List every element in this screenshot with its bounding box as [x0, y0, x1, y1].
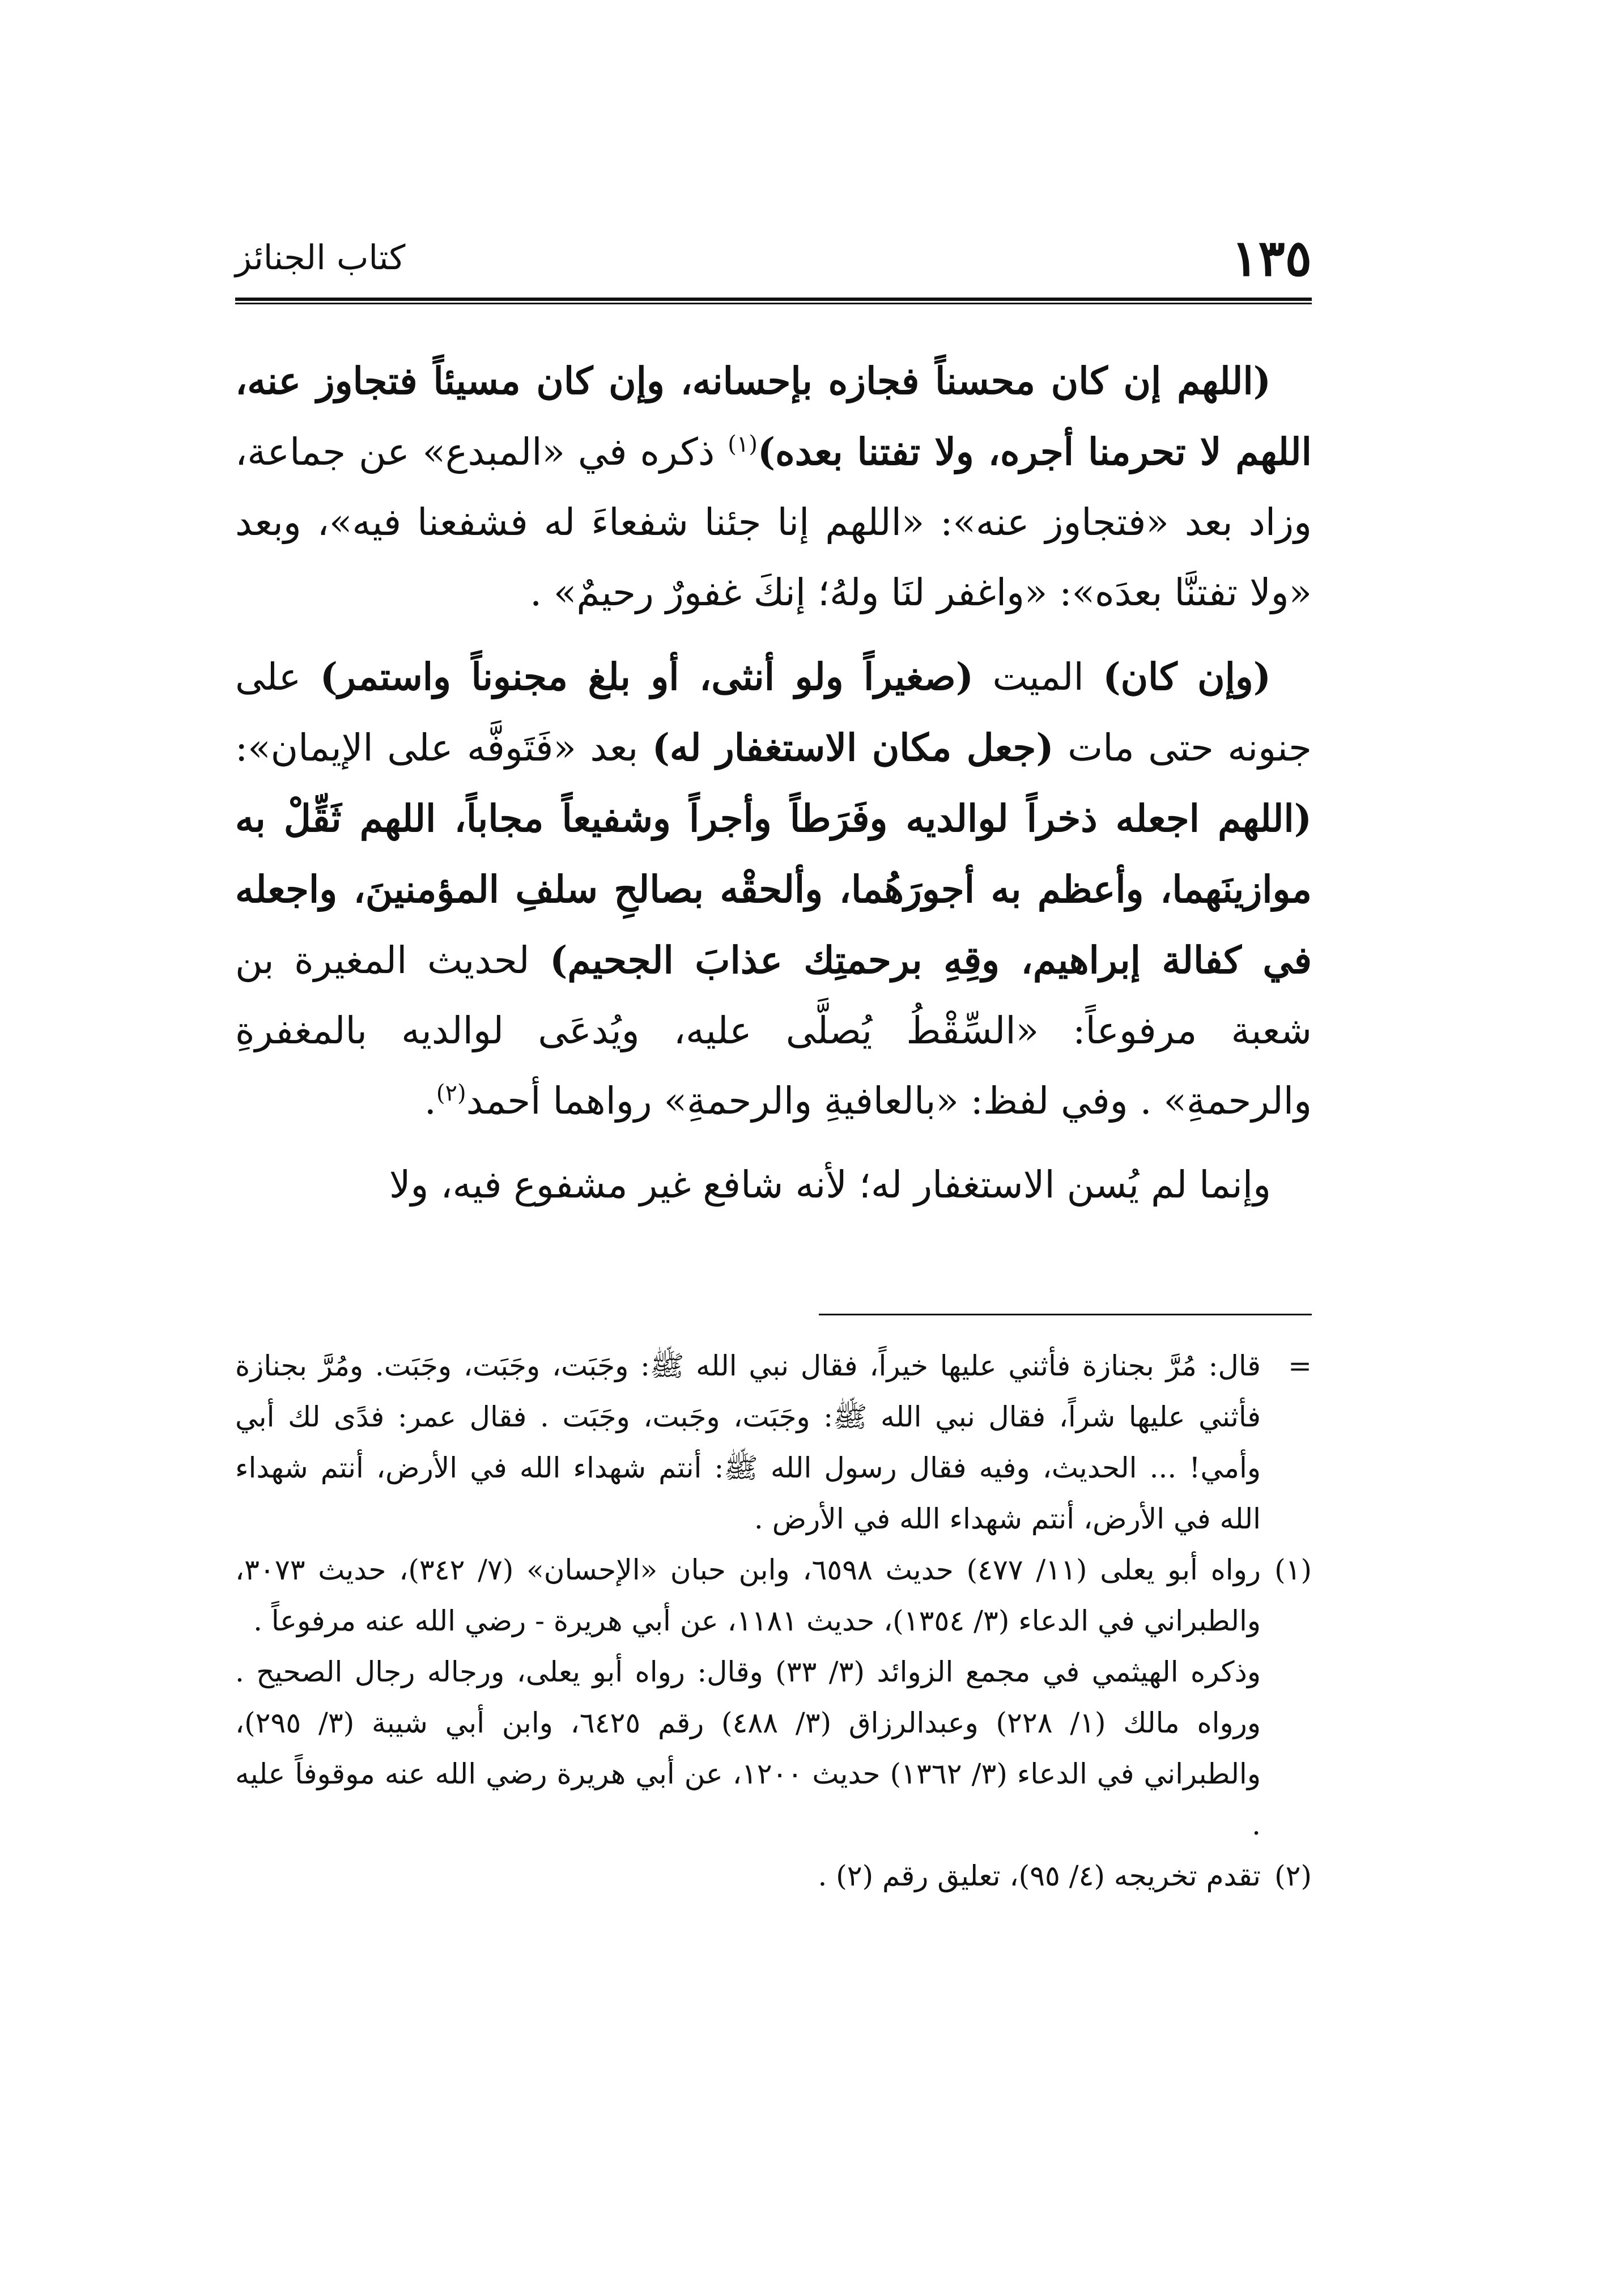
footnote-ref-1: (١) [728, 431, 758, 457]
footnote-text: تقدم تخريجه (٤/ ٩٥)، تعليق رقم (٢) . [818, 1859, 1261, 1892]
footnote-marker: = [1288, 1349, 1312, 1382]
footnote-marker: (١) [1274, 1553, 1312, 1586]
footnote-ref-2: (٢) [436, 1080, 466, 1106]
bold-text: (صغيراً ولو أنثى، أو بلغ مجنوناً واستمر) [320, 655, 973, 699]
footnote-continuation [235, 1340, 1312, 1544]
page-header [235, 227, 1312, 289]
footnotes [235, 1340, 1312, 1901]
footnote-1 [235, 1544, 1312, 1646]
bold-text: (اللهم إن كان محسناً فجازه بإحسانه، وإن كان مسيئاً فتجاوز عنه، اللهم لا تحرمنا أجره، ولا تفتنا بعده) [235, 359, 1312, 474]
footnote-rule [819, 1314, 1312, 1315]
bold-text: (اللهم اجعله ذخراً لوالديه وفَرَطاً وأجراً وشفيعاً مجاباً، اللهم ثَقِّلْ به موازينَهما، وأعظم به أجورَهُما، وألحقْه بصالحِ سلفِ المؤمنينَ، واجعله في كفالة إبراهيم، وقِهِ برحمتِك عذابَ الجحيم) [235, 796, 1312, 982]
paragraph-3: وإنما لم يُسن الاستغفار له؛ لأنه شافع غير مشفوع فيه، ولا [389, 1163, 1271, 1207]
footnote-text: قال: مُرَّ بجنازة فأثني عليها خيراً، فقال نبي الله ﷺ: وجَبَت، وجَبَت، وجَبَت. ومُرَّ بجنازة فأثني عليها شراً، فقال نبي الله ﷺ: وجَبَت، وجَبت، وجَبَت . فقال عمر: فدًى لك أبي وأمي! ... الحديث، وفيه فقال رسول الله ﷺ: أنتم شهداء الله في الأرض، أنتم شهداء الله في الأرض، أنتم شهداء الله في الأرض . [235, 1349, 1261, 1535]
text-span: بعد «فَتَوفَّه على الإيمان»: [235, 726, 652, 770]
paragraph-1 [235, 346, 1312, 628]
footnote-text: رواه أبو يعلى (١١/ ٤٧٧) حديث ٦٥٩٨، وابن حبان «الإحسان» (٧/ ٣٤٢)، حديث ٣٠٧٣، والطبراني في الدعاء (٣/ ١٣٥٤)، حديث ١١٨١، عن أبي هريرة - رضي الله عنه مرفوعاً . [235, 1553, 1261, 1637]
text-span: على جنونه حتى مات [235, 655, 1312, 770]
text-span: ذكره في «المبدع» عن جماعة، وزاد بعد «فتجاوز عنه»: «اللهم إنا جئنا شفعاءَ له فشفعنا فيه»، وبعد «ولا تفتنَّا بعدَه»: «واغفر لنَا ولهُ؛ إنكَ غفورٌ رحيمٌ» . [235, 430, 1312, 614]
page-number: ١٣٥ [1231, 228, 1312, 287]
footnote-marker: (٢) [1274, 1859, 1312, 1892]
text-span: لحديث المغيرة بن شعبة مرفوعاً: «السِّقْطُ يُصلَّى عليه، ويُدعَى لوالديه بالمغفرةِ والرحمةِ» . وفي لفظ: «بالعافيةِ والرحمةِ» رواهما أحمد [235, 939, 1312, 1123]
main-text [235, 346, 1312, 1234]
header-rule [235, 298, 1312, 304]
text-span: . [424, 1079, 436, 1123]
paragraph-2 [235, 642, 1312, 1136]
footnote-2 [235, 1850, 1312, 1901]
footnote-1-continued: وذكره الهيثمي في مجمع الزوائد (٣/ ٣٣) وقال: رواه أبو يعلى، ورجاله رجال الصحيح . ورواه مالك (١/ ٢٢٨) وعبدالرزاق (٣/ ٤٨٨) رقم ٦٤٢٥، وابن أبي شيبة (٣/ ٢٩٥)، والطبراني في الدعاء (٣/ ١٣٦٢) حديث ١٢٠٠، عن أبي هريرة رضي الله عنه موقوفاً عليه . [235, 1655, 1261, 1841]
running-title: كتاب الجنائز [235, 238, 406, 278]
bold-text: (وإن كان) [1103, 655, 1271, 699]
bold-text: (جعل مكان الاستغفار له) [652, 725, 1054, 770]
text-span: الميت [973, 655, 1103, 699]
